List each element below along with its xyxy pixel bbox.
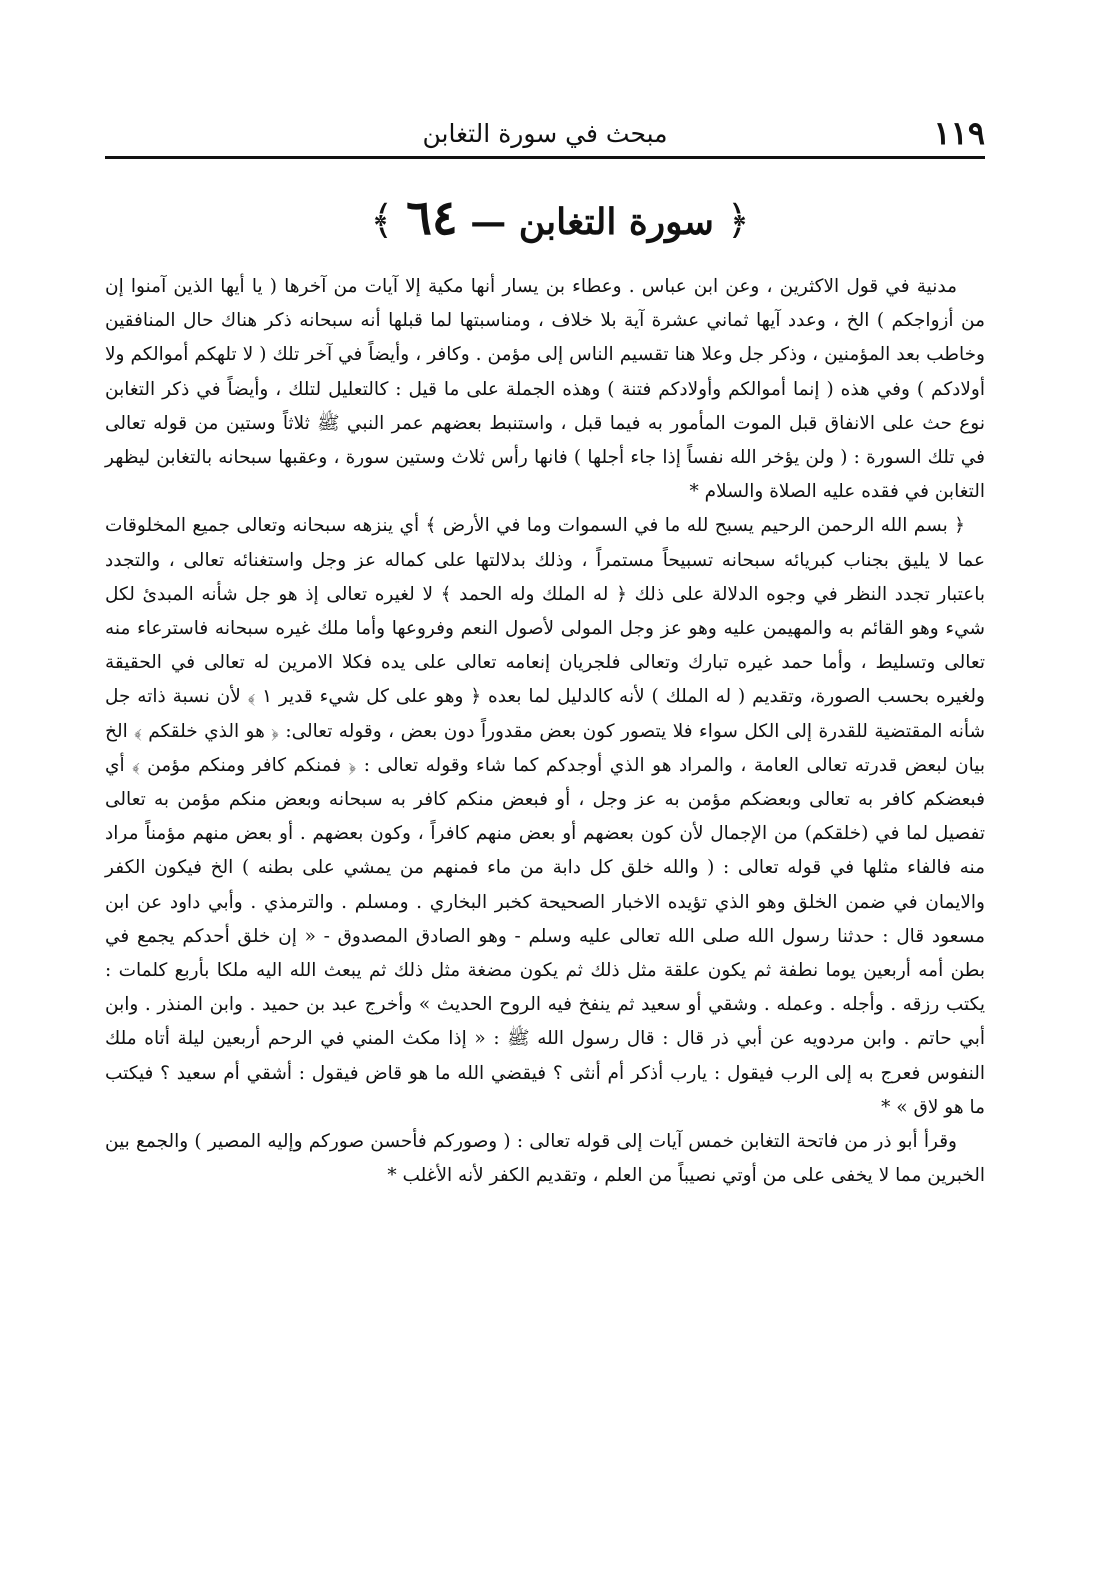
header-rule — [105, 156, 985, 159]
paragraph-closing: وقرأ أبو ذر من فاتحة التغابن خمس آيات إلى قوله تعالى : ( وصوركم فأحسن صوركم وإليه المصير ) والجمع بين الخبرين مما لا يخفى على من أوتي نصيباً من العلم ، وتقديم الكفر لأنه الأغلب * — [105, 1131, 985, 1187]
paragraph-commentary: ﴿ بسم الله الرحمن الرحيم يسبح لله ما في السموات وما في الأرض ﴾ أي ينزهه سبحانه وتعالى جميع المخلوقات عما لا يليق بجناب كبريائه سبحانه تسبيحاً مستمراً ، وذلك بدلالتها على كماله عز وجل واستغنائه تعالى ، والتجدد باعتبار تجدد النظر في وجوه الدلالة على ذلك ﴿ له الملك وله الحمد ﴾ لا لغيره تعالى إذ هو جل شأنه المبدئ لكل شيء وهو القائم به والمهيمن عليه وهو عز وجل المولى لأصول النعم وفروعها وأما ملك غيره سبحانه فاسترعاء منه تعالى وتسليط ، وأما حمد غيره تبارك وتعالى فلجريان إنعامه تعالى على يده فكلا الامرين له تعالى في الحقيقة ولغيره بحسب الصورة، وتقديم ( له الملك ) لأنه كالدليل لما بعده ﴿ وهو على كل شيء قدير ١ ﴾ لأن نسبة ذاته جل شأنه المقتضية للقدرة إلى الكل سواء فلا يتصور كون بعض مقدوراً دون بعض ، وقوله تعالى: ﴿ هو الذي خلقكم ﴾ الخ بيان لبعض قدرته تعالى العامة ، والمراد هو الذي أوجدكم كما شاء وقوله تعالى : ﴿ فمنكم كافر ومنكم مؤمن ﴾ أي فبعضكم كافر به تعالى وبعضكم مؤمن به عز وجل ، أو فبعض منكم كافر به سبحانه وبعض منكم مؤمن به تعالى تفصيل لما في (خلقكم) من الإجمال لأن كون بعضهم أو بعض منهم كافراً ، وكون بعضهم . أو بعض منهم مؤمناً مراد منه فالفاء مثلها في قوله تعالى : ( والله خلق كل دابة من ماء فمنهم من يمشي على بطنه ) الخ فيكون الكفر والايمان في ضمن الخلق وهو الذي تؤيده الاخبار الصحيحة كخبر البخاري . ومسلم . والترمذي . وأبي داود عن ابن مسعود قال : حدثنا رسول الله صلى الله تعالى عليه وسلم - وهو الصادق المصدوق - « إن خلق أحدكم يجمع في بطن أمه أربعين يوما نطفة ثم يكون علقة مثل ذلك ثم يكون مضغة مثل ذلك ثم يبعث الله اليه ملكا بأربع كلمات : يكتب رزقه . وأجله . وعمله . وشقي أو سعيد ثم ينفخ فيه الروح الحديث » وأخرج عبد بن حميد . وابن المنذر . وابن أبي حاتم . وابن مردويه عن أبي ذر قال : قال رسول الله ﷺ : « إذا مكث المني في الرحم أربعين ليلة أتاه ملك النفوس فعرج به إلى الرب فيقول : يارب أذكر أم أنثى ؟ فيقضي الله ما هو قاض فيقول : أشقي أم سعيد ؟ فيكتب ما هو لاق » * — [105, 515, 985, 1118]
ornate-bracket-right: ﴿ — [726, 198, 750, 244]
ornate-bracket-left: ﴾ — [370, 198, 394, 244]
page-header — [105, 108, 985, 152]
surah-number: ٦٤ — [406, 190, 458, 246]
surah-name: سورة التغابن — [518, 201, 714, 243]
surah-title-banner — [355, 190, 765, 250]
paragraph-introduction: مدنية في قول الاكثرين ، وعن ابن عباس . وعطاء بن يسار أنها مكية إلا آيات من آخرها ( يا أيها الذين آمنوا إن من أزواجكم ) الخ ، وعدد آيها ثماني عشرة آية بلا خلاف ، ومناسبتها لما قبلها أنه سبحانه ذكر هناك حال المنافقين وخاطب بعد المؤمنين ، وذكر جل وعلا هنا تقسيم الناس إلى مؤمن . وكافر ، وأيضاً في آخر تلك ( لا تلهكم أموالكم ولا أولادكم ) وفي هذه ( إنما أموالكم وأولادكم فتنة ) وهذه الجملة على ما قيل : كالتعليل لتلك ، وأيضاً في ذكر التغابن نوع حث على الانفاق قبل الموت المأمور به فيما قبل ، واستنبط بعضهم عمر النبي ﷺ ثلاثاً وستين من قوله تعالى في تلك السورة : ( ولن يؤخر الله نفساً إذا جاء أجلها ) فانها رأس ثلاث وستين سورة ، وعقبها سبحانه بالتغابن ليظهر التغابن في فقده عليه الصلاة والسلام * — [105, 276, 985, 503]
running-title: مبحث في سورة التغابن — [422, 119, 668, 148]
surah-dash: — — [470, 201, 507, 243]
page-number: ١١٩ — [933, 114, 985, 152]
body-text — [105, 270, 985, 1193]
